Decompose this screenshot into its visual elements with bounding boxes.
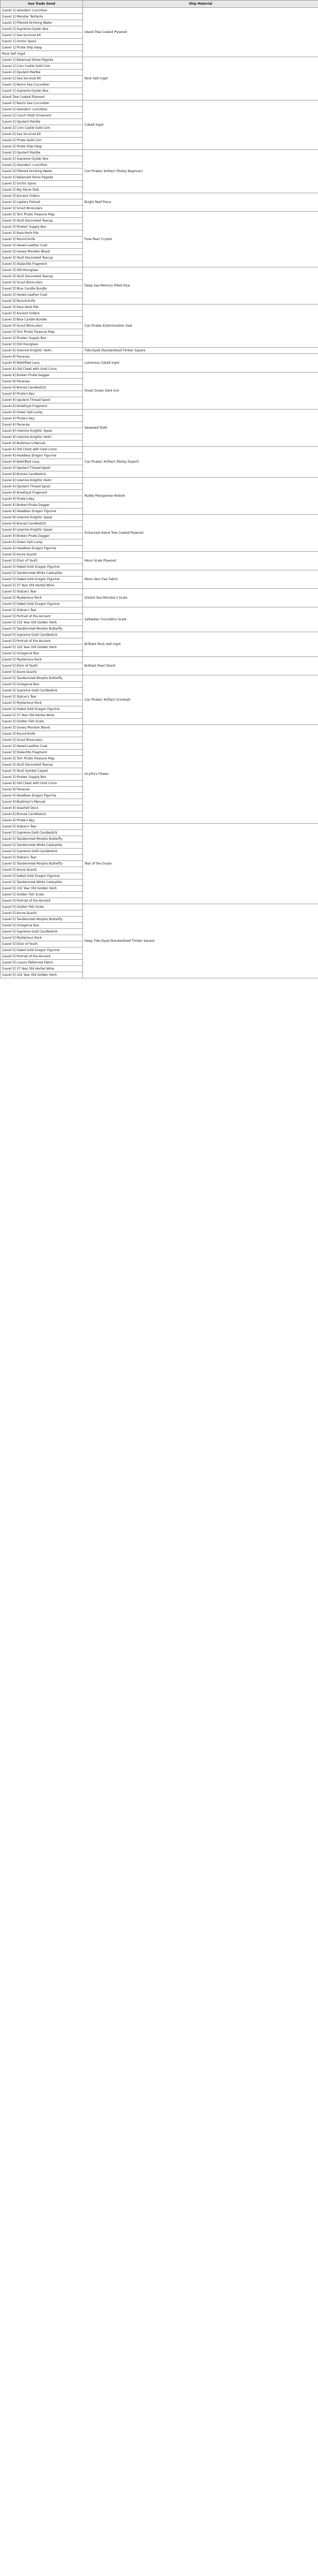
sea-trade-good-cell[interactable]: [Level 5] Taxidermied White Caterpillar (1, 842, 83, 849)
table-row (1, 824, 318, 830)
sea-trade-good-cell[interactable]: [Level 5] Statue's Tear (1, 589, 83, 595)
ship-material-cell[interactable]: Cobalt Ingot (83, 100, 318, 150)
table-row (1, 552, 318, 558)
ship-material-cell[interactable]: Cox Pirates' Artifact (Parley Expert) (83, 447, 318, 478)
sea-trade-good-cell[interactable]: [Level 4] Seashell Deco (1, 805, 83, 811)
sea-trade-good-cell[interactable]: [Level 4] Ivlamire Knights' Helm (1, 478, 83, 484)
sea-trade-good-cell[interactable]: [Level 5] Mysterious Rock (1, 595, 83, 601)
sea-trade-good-cell[interactable]: [Level 4] Green Salt Lump (1, 410, 83, 416)
sea-trade-good-cell[interactable]: [Level 5] Golden Fish Scale (1, 719, 83, 725)
sea-trade-good-cell[interactable]: Rock Salt Ingot (1, 51, 83, 57)
sea-trade-good-cell[interactable]: [Level 3] Lopters Fishnet (1, 199, 83, 206)
sea-trade-good-cell[interactable]: [Level 3] Skull Decorated Teacup (1, 274, 83, 280)
ship-material-cell[interactable]: Brilliant Pearl Shard (83, 657, 318, 675)
ship-material-cell[interactable]: Saltwater Crocodile's Scale (83, 607, 318, 632)
ship-material-cell[interactable]: Cox Pirates' Artifact (Combat) (83, 675, 318, 725)
sea-trade-good-cell[interactable]: [Level 5] 37 Year Old Herbal Wine (1, 583, 83, 589)
sea-trade-good-cell[interactable]: [Level 4] Bronze Candlestick (1, 471, 83, 478)
sea-trade-good-cell[interactable]: [Level 1] Filtered Drinking Water (1, 20, 83, 26)
sea-trade-good-cell[interactable]: [Level 5] Faded Gold Dragon Figurine (1, 706, 83, 713)
sea-trade-good-cell[interactable]: [Level 4] Nobilified Lava (1, 459, 83, 465)
sea-trade-good-cell[interactable]: [Level 5] Faded Gold Dragon Figurine (1, 564, 83, 570)
sea-trade-good-cell[interactable]: Island Tree Coated Plywood (1, 94, 83, 100)
sea-trade-good-cell[interactable]: [Level 4] Old Chest with Gold Coins (1, 447, 83, 453)
sea-trade-good-cell[interactable]: [Level 5] Taxidermied Morpho Butterfly (1, 861, 83, 867)
table-row (1, 354, 318, 360)
sea-trade-good-cell[interactable]: [Level 2] Pirate Ship Hasp (1, 144, 83, 150)
sea-trade-good-cell[interactable]: [Level 4] Headless Dragon Figurine (1, 793, 83, 799)
sea-trade-good-cell[interactable]: [Level 2] Pirate Gold Coin (1, 138, 83, 144)
ship-material-cell[interactable]: Pure Pearl Crystal (83, 212, 318, 267)
table-row (1, 607, 318, 614)
sea-trade-good-cell[interactable]: [Level 2] Balanced Stone Pagoda (1, 175, 83, 181)
sea-trade-good-cell[interactable]: [Level 1] Balanced Stone Pagoda (1, 57, 83, 63)
sea-trade-good-cell[interactable]: [Level 4] Bronze Candlestick (1, 811, 83, 818)
sea-trade-good-cell[interactable]: [Level 5] Portrait of the Ancient (1, 638, 83, 645)
sea-trade-good-cell[interactable]: [Level 4] Panacea (1, 379, 83, 385)
sea-trade-good-cell[interactable]: [Level 5] Portrait of the Ancient (1, 954, 83, 960)
table-row (1, 212, 318, 218)
sea-trade-good-cell[interactable]: [Level 4] Old Chest with Gold Coins (1, 366, 83, 372)
sea-trade-good-cell[interactable]: [Level 4] Ivlamire Knights' Spear (1, 428, 83, 434)
sea-trade-good-cell[interactable]: [Level 3] Skull Decorated Teacup (1, 762, 83, 768)
sea-trade-good-cell[interactable]: [Level 3] Rare Herb Pile (1, 230, 83, 236)
sea-trade-good-cell[interactable]: [Level 5] Taxidermied Morpho Butterfly (1, 675, 83, 682)
sea-trade-good-cell[interactable]: [Level 3] Ancient Orders (1, 311, 83, 317)
sea-trade-good-cell[interactable]: [Level 3] Hexed Leather Coat (1, 292, 83, 298)
sea-trade-good-cell[interactable]: [Level 5] Luxury Patterned Fabric (1, 960, 83, 966)
sea-trade-good-cell[interactable]: [Level 5] Elixir of Youth (1, 663, 83, 669)
sea-trade-good-cell[interactable]: [Level 5] Golden Fish Scale (1, 904, 83, 910)
sea-trade-good-cell[interactable]: [Level 3] Blue Candle Bundle (1, 286, 83, 292)
sea-trade-good-cell[interactable]: [Level 4] Boatman's Manual (1, 440, 83, 447)
sea-trade-good-cell[interactable]: [Level 4] Green Salt Lump (1, 539, 83, 546)
sea-trade-good-cell[interactable]: [Level 4] Bronze Candlestick (1, 385, 83, 391)
ship-material-cell[interactable]: Ocyllia's Flower (83, 725, 318, 824)
sea-trade-good-cell[interactable]: [Level 4] Pirate's Key (1, 496, 83, 502)
ship-material-cell[interactable]: Enhanced Island Tree Coated Plywood (83, 515, 318, 552)
sea-trade-good-cell[interactable]: [Level 5] Mysterious Rock (1, 657, 83, 663)
sea-trade-good-cell[interactable]: [Level 3] Scout Binoculars (1, 737, 83, 743)
sea-trade-good-cell[interactable]: [Level 3] Gooey Monster Blood (1, 725, 83, 731)
ship-material-cell[interactable]: Seaweed Stalk (83, 410, 318, 447)
table-row (1, 657, 318, 663)
header-row (1, 1, 318, 8)
table-row (1, 570, 318, 577)
sea-trade-good-cell[interactable]: [Level 5] Statue's Tear (1, 824, 83, 830)
ship-material-cell[interactable]: Island Tree Coated Plywood (83, 8, 318, 57)
ship-material-cell[interactable]: Moon Vein Flax Fabric (83, 570, 318, 589)
ship-material-cell[interactable]: Tear of the Ocean (83, 824, 318, 904)
sea-trade-good-cell[interactable]: [Level 2] Narvo Sea Cucumber (1, 100, 83, 107)
sea-trade-good-cell[interactable]: [Level 3] Rare Herb Pile (1, 304, 83, 311)
sea-trade-good-cell[interactable]: [Level 5] Supreme Gold Candlestick (1, 688, 83, 694)
table-row (1, 904, 318, 910)
table-body (1, 8, 318, 978)
sea-trade-good-cell[interactable]: [Level 5] Azure Quartz (1, 669, 83, 675)
sea-trade-good-cell[interactable]: [Level 3] Pirates' Supply Box (1, 335, 83, 342)
sea-trade-good-cell[interactable]: [Level 3] Round Knife (1, 731, 83, 737)
sea-trade-good-cell[interactable]: [Level 4] Broken Pirate Dagger (1, 372, 83, 379)
table-row (1, 675, 318, 682)
table-row (1, 447, 318, 453)
sea-trade-good-cell[interactable]: [Level 3] Ancient Orders (1, 193, 83, 199)
sea-trade-good-cell[interactable]: [Level 3] Old Hourglass (1, 267, 83, 274)
sea-trade-good-cell[interactable]: [Level 5] Taxidermied Morpho Butterfly (1, 626, 83, 632)
sea-trade-good-cell[interactable]: [Level 2] Opulent Marble (1, 119, 83, 125)
sea-trade-good-cell[interactable]: [Level 5] Elixir of Youth (1, 941, 83, 947)
sea-trade-good-cell[interactable]: [Level 2] Big Stone Slab (1, 187, 83, 193)
table-row (1, 725, 318, 731)
sea-trade-good-cell[interactable]: [Level 1] Narvo Sea Cucumber (1, 82, 83, 88)
sea-trade-good-cell[interactable]: [Level 4] Amethyst Fragment (1, 403, 83, 410)
sea-trade-good-cell[interactable]: [Level 2] Filtered Drinking Water (1, 168, 83, 175)
sea-trade-good-cell[interactable]: [Level 1] Cron Castle Gold Coin (1, 63, 83, 70)
sea-trade-good-cell[interactable]: [Level 4] Broken Pirate Dagger (1, 533, 83, 539)
sea-trade-good-cell[interactable]: [Level 1] Urchin Spine (1, 39, 83, 45)
sea-trade-good-cell[interactable]: [Level 5] Octagonal Box (1, 923, 83, 929)
sea-trade-good-cell[interactable]: [Level 2] Sea Survival Kit (1, 131, 83, 138)
ship-material-cell[interactable]: Cox Pirates' Artifact (Parley Beginner) (83, 150, 318, 193)
sea-trade-good-cell[interactable]: [Level 5] 102 Year Old Golden Herb (1, 886, 83, 892)
sea-trade-good-cell[interactable]: [Level 5] Mysterious Rock (1, 935, 83, 941)
table-row (1, 372, 318, 379)
sea-trade-good-cell[interactable]: [Level 3] Torn Pirate Treasure Map (1, 329, 83, 335)
sea-trade-good-cell[interactable]: [Level 5] Taxidermied White Caterpillar (1, 570, 83, 577)
ship-material-cell[interactable]: Deep Tide-Dyed Standardized Timber Square (83, 904, 318, 978)
sea-trade-good-cell[interactable]: [Level 4] Broken Pirate Dagger (1, 502, 83, 509)
sea-trade-good-cell[interactable]: [Level 4] Panacea (1, 422, 83, 428)
sea-trade-good-cell[interactable]: [Level 5] Faded Gold Dragon Figurine (1, 577, 83, 583)
sea-trade-good-cell[interactable]: [Level 3] Torn Pirate Treasure Map (1, 212, 83, 218)
sea-trade-good-cell[interactable]: [Level 3] Torn Pirate Treasure Map (1, 756, 83, 762)
table-row (1, 589, 318, 595)
sea-trade-good-cell[interactable]: [Level 2] Urchin Spine (1, 181, 83, 187)
sea-trade-good-cell[interactable]: [Level 4] Pirate's Key (1, 391, 83, 397)
sea-trade-good-cell[interactable]: [Level 5] Taxidermied Morpho Butterfly (1, 917, 83, 923)
table-row (1, 150, 318, 156)
sea-trade-good-cell[interactable]: [Level 3] Skull Decorated Teacup (1, 218, 83, 224)
sea-trade-good-cell[interactable]: [Level 4] Boatman's Manual (1, 799, 83, 805)
sea-trade-good-cell[interactable]: [Level 5] Supreme Gold Candlestick (1, 632, 83, 638)
sea-trade-good-cell[interactable]: [Level 4] Headless Dragon Figurine (1, 546, 83, 552)
sea-trade-good-cell[interactable]: [Level 3] Pirates' Supply Box (1, 774, 83, 781)
sea-trade-good-cell[interactable]: [Level 5] Supreme Gold Candlestick (1, 830, 83, 836)
sea-trade-good-cell[interactable]: [Level 4] Opulent Thread Spool (1, 465, 83, 471)
sea-trade-good-cell[interactable]: [Level 5] Statue's Tear (1, 607, 83, 614)
sea-trade-good-cell[interactable]: [Level 2] Supreme Oyster Box (1, 156, 83, 162)
sea-trade-good-cell[interactable]: [Level 5] Portrait of the Ancient (1, 614, 83, 620)
sea-trade-good-cell[interactable]: [Level 5] Octagonal Box (1, 651, 83, 657)
sea-trade-good-cell[interactable]: [Level 5] Azure Quartz (1, 867, 83, 873)
sea-trade-good-cell[interactable]: [Level 4] Pirate's Key (1, 818, 83, 824)
sea-trade-good-cell[interactable]: [Level 1] Sea Survival Kit (1, 32, 83, 39)
sea-trade-good-cell[interactable]: [Level 4] Old Chest with Gold Coins (1, 781, 83, 787)
sea-trade-good-cell[interactable]: [Level 1] Pirate Ship Hasp (1, 45, 83, 51)
table-row (1, 267, 318, 274)
sea-trade-good-cell[interactable]: [Level 2] Islanders' Lunchbox (1, 162, 83, 168)
sea-trade-good-cell[interactable]: [Level 5] Faded Gold Dragon Figurine (1, 601, 83, 607)
sea-trade-good-cell[interactable]: [Level 2] Sea Survival Kit (1, 76, 83, 82)
sea-trade-good-cell[interactable]: [Level 4] Ivlamire Knights' Helm (1, 348, 83, 354)
sea-trade-good-cell[interactable]: [Level 3] Scout Binoculars (1, 323, 83, 329)
ship-material-cell[interactable]: Bright Reef Piece (83, 193, 318, 212)
sea-trade-good-cell[interactable]: [Level 5] Supreme Gold Candlestick (1, 929, 83, 935)
table-row (1, 478, 318, 484)
ship-material-cell[interactable]: Luminous Cobalt Ingot (83, 354, 318, 372)
sea-trade-good-cell[interactable]: [Level 5] Faded Gold Dragon Figurine (1, 873, 83, 879)
sea-trade-good-cell[interactable]: [Level 5] Statue's Tear (1, 855, 83, 861)
ship-material-cell[interactable]: Violent Sea Monster's Scale (83, 589, 318, 607)
ship-material-cell[interactable]: Deep Sea Memory Filled Glue (83, 267, 318, 304)
sea-trade-good-cell[interactable]: [Level 2] Conch Shell Ornament (1, 113, 83, 119)
sea-trade-good-cell[interactable]: [Level 1] Islanders' Lunchbox (1, 8, 83, 14)
sea-trade-good-cell[interactable]: [Level 4] Panacea (1, 787, 83, 793)
sea-trade-good-cell[interactable]: [Level 5] Elixir of Youth (1, 558, 83, 564)
sea-trade-good-cell[interactable]: [Level 4] Opulent Thread Spool (1, 397, 83, 403)
sea-trade-good-cell[interactable]: [Level 5] 37 Year Old Herbal Wine (1, 713, 83, 719)
sea-trade-good-cell[interactable]: [Level 3] Hexed Leather Coat (1, 243, 83, 249)
sea-trade-good-cell[interactable]: [Level 5] Portrait of the Ancient (1, 898, 83, 904)
table-row (1, 515, 318, 521)
sea-trade-good-cell[interactable]: [Level 5] Azure Quartz (1, 910, 83, 917)
sea-trade-good-cell[interactable]: [Level 3] Round Knife (1, 236, 83, 243)
sea-trade-good-cell[interactable]: [Level 4] Ivlamire Knights' Spear (1, 515, 83, 521)
ship-material-cell[interactable]: Brilliant Rock Salt Ingot (83, 632, 318, 657)
sea-trade-good-cell[interactable]: [Level 4] Bronze Candlestick (1, 521, 83, 527)
sea-trade-good-cell[interactable]: [Level 4] Opulent Thread Spool (1, 484, 83, 490)
sea-trade-good-cell[interactable]: [Level 5] Supreme Gold Candlestick (1, 849, 83, 855)
table-row (1, 100, 318, 107)
sea-trade-good-cell[interactable]: [Level 5] Mysterious Rock (1, 700, 83, 706)
sea-trade-good-cell[interactable]: [Level 3] Stalactite Fragment (1, 261, 83, 267)
ship-material-cell[interactable]: Cox Pirates Extermination Seal (83, 304, 318, 348)
table-header (1, 1, 318, 8)
sea-trade-good-cell[interactable]: [Level 3] Blue Candle Bundle (1, 317, 83, 323)
header-sea-trade-good[interactable]: Sea Trade Good (1, 1, 83, 8)
sea-trade-good-cell[interactable]: [Level 5] Taxidermied White Caterpillar (1, 879, 83, 886)
sea-trade-good-cell[interactable]: [Level 1] Monster Tentacle (1, 14, 83, 20)
table-row (1, 57, 318, 63)
sea-trade-good-cell[interactable]: [Level 5] 102 Year Old Golden Herb (1, 972, 83, 978)
sea-trade-good-cell[interactable]: [Level 2] Cron Castle Gold Coin (1, 125, 83, 131)
header-ship-material[interactable]: Ship Material (83, 1, 318, 8)
sea-trade-good-cell[interactable]: [Level 3] Pirates' Supply Box (1, 224, 83, 230)
table-row (1, 632, 318, 638)
table-row (1, 410, 318, 416)
sea-trade-good-cell[interactable]: [Level 5] 37 Year Old Herbal Wine (1, 966, 83, 972)
sea-trade-good-cell[interactable]: [Level 2] Opulent Marble (1, 70, 83, 76)
sea-trade-good-cell[interactable]: [Level 4] Ivlamire Knights' Spear (1, 527, 83, 533)
sea-trade-good-cell[interactable]: [Level 3] Skull Decorated Teacup (1, 255, 83, 261)
sea-trade-good-cell[interactable]: [Level 4] Headless Dragon Figurine (1, 453, 83, 459)
sea-trade-good-cell[interactable]: [Level 3] Gooey Monster Blood (1, 249, 83, 255)
sea-trade-good-cell[interactable]: [Level 2] Opulent Marble (1, 150, 83, 156)
sea-trade-good-cell[interactable]: [Level 5] Golden Fish Scale (1, 892, 83, 898)
sea-trade-good-cell[interactable]: [Level 5] Faded Gold Dragon Figurine (1, 947, 83, 954)
sea-trade-good-cell[interactable]: [Level 3] Skull Symbol Carpet (1, 768, 83, 774)
sea-trade-good-cell[interactable]: [Level 2] Islanders' Lunchbox (1, 107, 83, 113)
sea-trade-good-cell[interactable]: [Level 4] Panacea (1, 354, 83, 360)
sea-trade-good-cell[interactable]: [Level 5] Taxidermied Morpho Butterfly (1, 836, 83, 842)
sea-trade-good-cell[interactable]: [Level 5] Octagonal Box (1, 682, 83, 688)
sea-trade-good-cell[interactable]: [Level 1] Supreme Oyster Box (1, 88, 83, 94)
sea-trade-good-cell[interactable]: [Level 4] Nobilified Lava (1, 360, 83, 366)
sea-trade-good-cell[interactable]: [Level 2] Supreme Oyster Box (1, 26, 83, 32)
sea-trade-good-cell[interactable]: [Level 3] Stalactite Fragment (1, 750, 83, 756)
sea-trade-good-cell[interactable]: [Level 3] Hexed Leather Coat (1, 743, 83, 750)
table-row (1, 8, 318, 14)
sea-trade-good-cell[interactable]: [Level 3] Round Knife (1, 298, 83, 304)
ship-material-cell[interactable]: Moon Scale Plywood (83, 552, 318, 570)
sea-trade-good-cell[interactable]: [Level 3] Scout Binoculars (1, 206, 83, 212)
sea-trade-good-cell[interactable]: [Level 4] Ivlamire Knights' Helm (1, 434, 83, 440)
sea-trade-good-cell[interactable]: [Level 5] 102 Year Old Golden Herb (1, 645, 83, 651)
table-row (1, 348, 318, 354)
ship-material-cell[interactable]: Great Ocean Dark Iron (83, 372, 318, 410)
ship-material-cell[interactable]: Ruddy Manganese Nodule (83, 478, 318, 515)
sea-trade-good-cell[interactable]: [Level 4] Headless Dragon Figurine (1, 509, 83, 515)
table-row (1, 304, 318, 311)
sea-trade-good-cell[interactable]: [Level 4] Amethyst Fragment (1, 490, 83, 496)
sea-trade-good-cell[interactable]: [Level 5] Statue's Tear (1, 694, 83, 700)
ship-material-cell[interactable]: Tide-Dyed Standardized Timber Square (83, 348, 318, 354)
sea-trade-good-cell[interactable]: [Level 3] Scout Binoculars (1, 280, 83, 286)
trade-goods-table (0, 0, 318, 978)
sea-trade-good-cell[interactable]: [Level 5] 102 Year Old Golden Herb (1, 620, 83, 626)
table-row (1, 193, 318, 199)
sea-trade-good-cell[interactable]: [Level 5] Azure Quartz (1, 552, 83, 558)
ship-material-cell[interactable]: Rock Salt Ingot (83, 57, 318, 100)
sea-trade-good-cell[interactable]: [Level 4] Pirate's Key (1, 416, 83, 422)
sea-trade-good-cell[interactable]: [Level 3] Old Hourglass (1, 342, 83, 348)
